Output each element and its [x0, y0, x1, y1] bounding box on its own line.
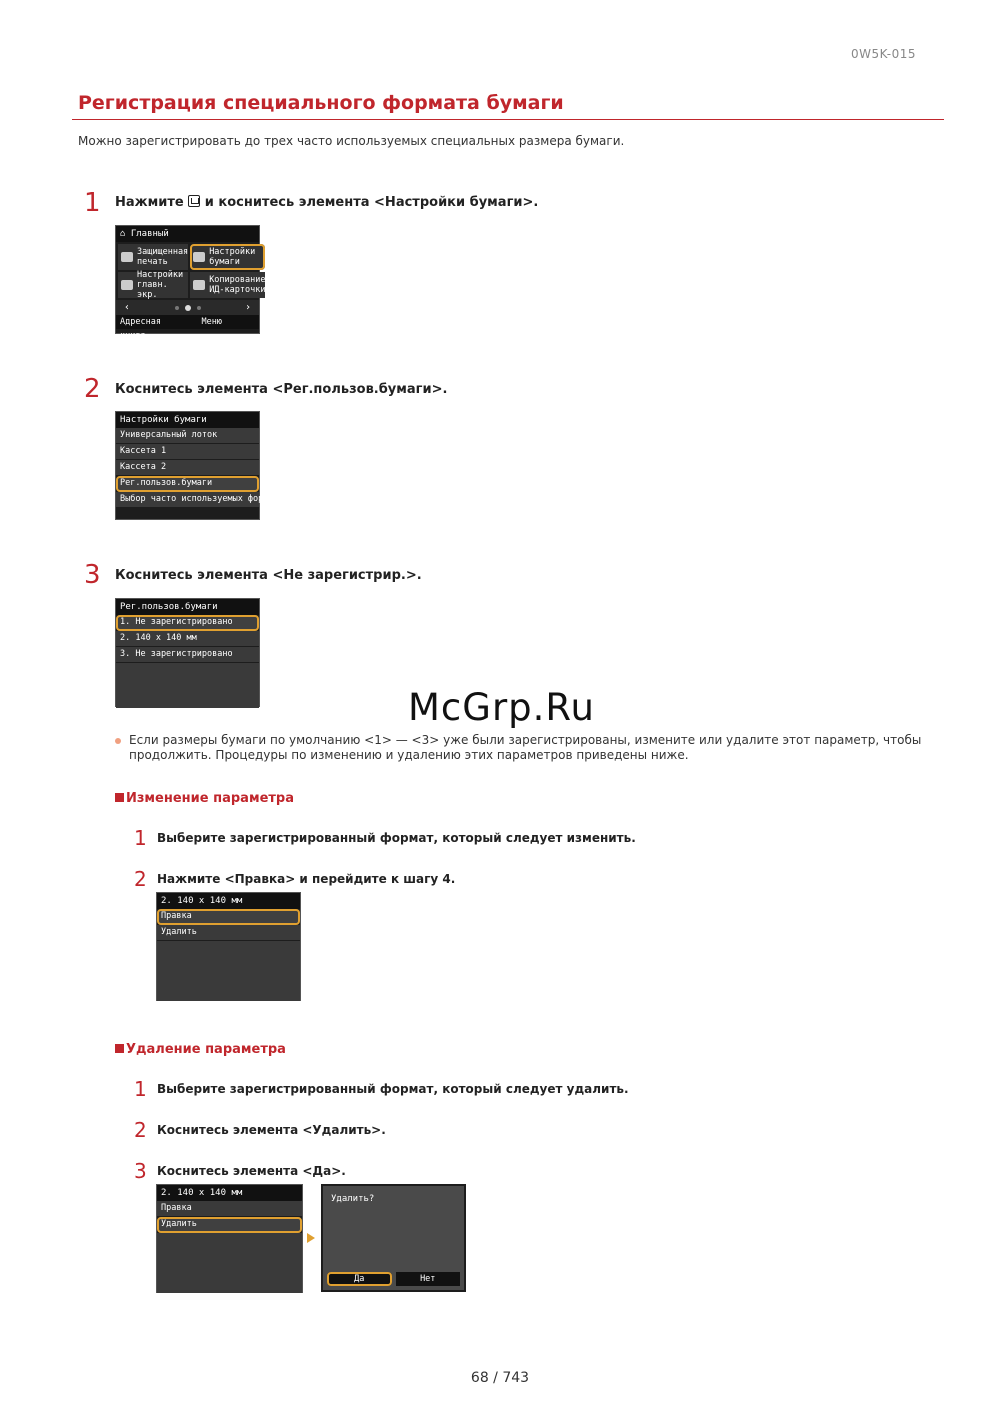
- substep-number: 2: [134, 1118, 147, 1142]
- custom-paper-screen: [115, 598, 260, 707]
- list-item-not-registered[interactable]: 1. Не зарегистрировано: [116, 615, 259, 631]
- tile-label: Защищенная печать: [137, 247, 189, 267]
- paper-settings-icon: [193, 252, 205, 262]
- screen-title: Настройки бумаги: [116, 412, 259, 428]
- tile-id-copy[interactable]: [190, 272, 265, 298]
- no-button[interactable]: Нет: [396, 1272, 461, 1286]
- step-text-after: и коснитесь элемента <Настройки бумаги>.: [204, 195, 539, 210]
- page-dot: [175, 306, 179, 310]
- menu-button[interactable]: Меню: [178, 315, 260, 329]
- screen-title: 2. 140 x 140 мм: [157, 893, 300, 909]
- substep-text: Коснитесь элемента <Удалить>.: [157, 1123, 386, 1137]
- section-heading-change: [115, 791, 294, 806]
- dialog-buttons: [327, 1272, 460, 1286]
- substep-text: Нажмите <Правка> и перейдите к шагу 4.: [157, 872, 456, 886]
- screen-title-text: Главный: [130, 229, 169, 239]
- screen-empty-area: [116, 663, 259, 708]
- substep-number: 1: [134, 826, 147, 850]
- bottom-bar: [116, 315, 259, 341]
- watermark: McGrp.Ru: [408, 686, 595, 729]
- square-bullet-icon: [115, 1044, 124, 1053]
- tile-label: Копирование ИД-карточки: [209, 275, 266, 295]
- note: [115, 733, 935, 763]
- title-divider: [72, 119, 944, 120]
- step-text: Коснитесь элемента <Не зарегистрир.>.: [115, 568, 422, 583]
- arrow-right-icon: [307, 1233, 315, 1243]
- substep-number: 2: [134, 867, 147, 891]
- page-nav: [116, 300, 259, 315]
- tile-home-settings[interactable]: [118, 272, 188, 298]
- tile-label: Настройки бумаги: [209, 247, 256, 267]
- list-item[interactable]: Универсальный лоток: [116, 428, 259, 444]
- chevron-left-icon[interactable]: ‹: [124, 302, 131, 313]
- chevron-right-icon[interactable]: ›: [244, 302, 251, 313]
- substep-number: 1: [134, 1077, 147, 1101]
- list-item-edit[interactable]: Правка: [157, 1201, 302, 1217]
- list-item-custom-paper[interactable]: Рег.пользов.бумаги: [116, 476, 259, 492]
- page-dot-active: [185, 305, 191, 311]
- substep-number: 3: [134, 1159, 147, 1183]
- screen-empty-area: [157, 1233, 302, 1293]
- substep-text: Выберите зарегистрированный формат, который следует изменить.: [157, 831, 636, 845]
- step-text-before: Нажмите: [115, 195, 184, 210]
- screen-title: 2. 140 x 140 мм: [157, 1185, 302, 1201]
- section-heading-text: Удаление параметра: [126, 1042, 286, 1057]
- list-item[interactable]: Кассета 2: [116, 460, 259, 476]
- paper-settings-screen: [115, 411, 269, 520]
- list-item-edit[interactable]: Правка: [157, 909, 300, 925]
- list-item-delete[interactable]: Удалить: [157, 1217, 302, 1233]
- secure-print-icon: [121, 252, 133, 262]
- screen-empty-area: [157, 941, 300, 1001]
- delete-confirm-dialog: [321, 1184, 466, 1292]
- page-number: 68 / 743: [470, 1370, 530, 1386]
- list-item[interactable]: 2. 140 x 140 мм: [116, 631, 259, 647]
- step-text: [115, 195, 538, 210]
- delete-select-screen: [156, 1184, 303, 1293]
- square-bullet-icon: [115, 793, 124, 802]
- intro-text: Можно зарегистрировать до трех часто используемых специальных размера бумаги.: [78, 134, 625, 148]
- list-item[interactable]: Выбор часто используемых форм: [116, 492, 259, 508]
- section-heading-delete: [115, 1042, 286, 1057]
- id-copy-icon: [193, 280, 205, 290]
- list-item[interactable]: Кассета 1: [116, 444, 259, 460]
- home-icon: [188, 195, 200, 207]
- address-book-button[interactable]: Адресная книга: [116, 315, 178, 329]
- home-screen: [115, 225, 266, 341]
- bullet-icon: [115, 738, 121, 744]
- yes-button[interactable]: Да: [327, 1272, 392, 1286]
- document-id: 0W5K-015: [851, 47, 916, 61]
- tile-label: Настройки главн. экр.: [137, 270, 184, 300]
- tile-secure-print[interactable]: [118, 244, 188, 270]
- screen-title: [116, 226, 259, 242]
- step-number: 2: [84, 374, 101, 404]
- home-settings-icon: [121, 280, 133, 290]
- step-text: Коснитесь элемента <Рег.пользов.бумаги>.: [115, 382, 448, 397]
- section-heading-text: Изменение параметра: [126, 791, 294, 806]
- home-small-icon: ⌂: [120, 229, 126, 239]
- page-dot: [197, 306, 201, 310]
- tile-grid: [116, 242, 266, 300]
- page-title: Регистрация специального формата бумаги: [78, 92, 564, 114]
- step-number: 3: [84, 560, 101, 590]
- list-item-delete[interactable]: Удалить: [157, 925, 300, 941]
- page-dots: [175, 305, 201, 311]
- screen-title: Рег.пользов.бумаги: [116, 599, 259, 615]
- substep-text: Коснитесь элемента <Да>.: [157, 1164, 346, 1178]
- list-item[interactable]: 3. Не зарегистрировано: [116, 647, 259, 663]
- step-number: 1: [84, 188, 101, 218]
- dialog-title: Удалить?: [331, 1194, 375, 1204]
- edit-screen: [156, 892, 301, 1001]
- note-text: Если размеры бумаги по умолчанию <1> — <3> уже были зарегистрированы, измените или удалите этот параметр, чтобы продолжить. Процедуры по изменению и удалению этих параметров приведены ниже.: [129, 733, 922, 762]
- tile-paper-settings[interactable]: [190, 244, 265, 270]
- substep-text: Выберите зарегистрированный формат, который следует удалить.: [157, 1082, 629, 1096]
